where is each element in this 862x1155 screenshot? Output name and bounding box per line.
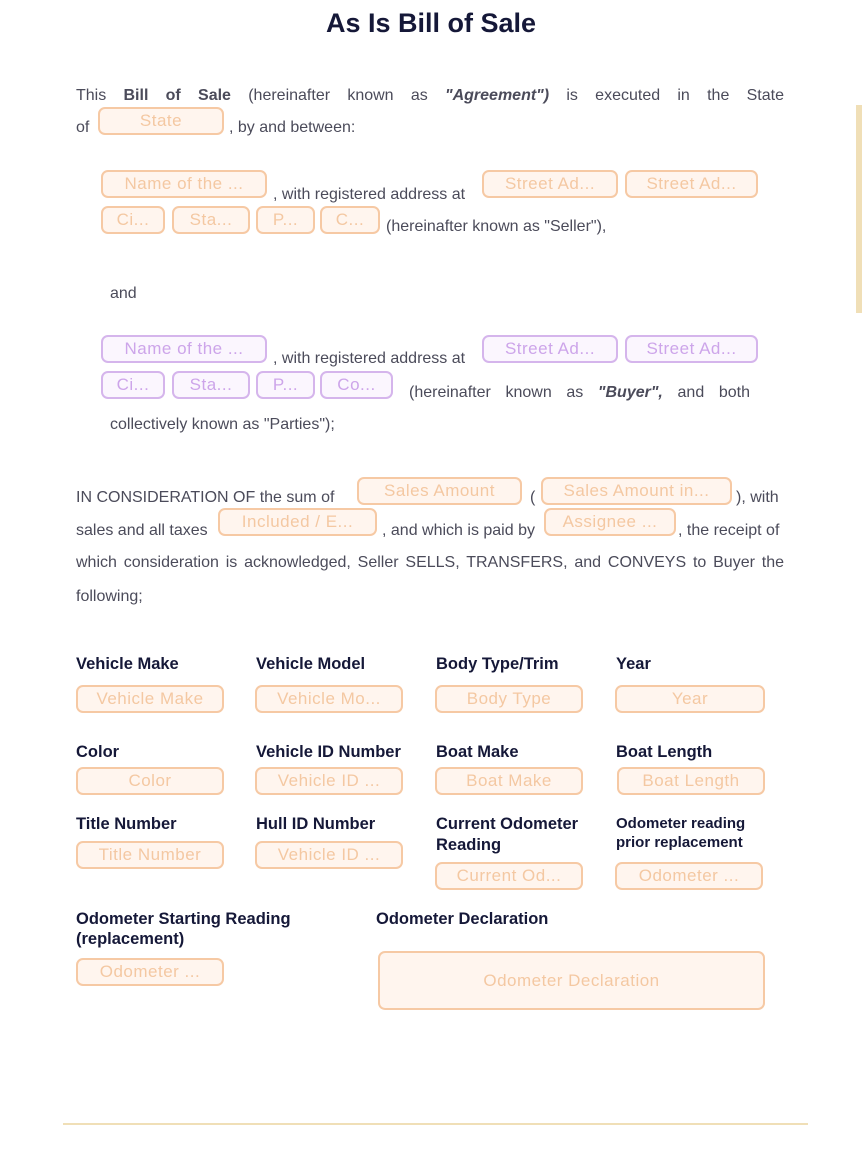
intro-of-text: of bbox=[76, 119, 90, 136]
buyer-word: (hereinafter bbox=[409, 384, 491, 401]
color-field[interactable]: Color bbox=[76, 767, 224, 795]
sidebar-accent-bar bbox=[856, 105, 862, 313]
seller-state-field[interactable]: Sta... bbox=[172, 206, 250, 234]
seller-postal-field[interactable]: P... bbox=[256, 206, 315, 234]
boat-make-label: Boat Make bbox=[436, 743, 519, 761]
vehicle-model-field[interactable]: Vehicle Mo... bbox=[255, 685, 403, 713]
assignee-field[interactable]: Assignee ... bbox=[544, 508, 676, 536]
seller-city-field[interactable]: Ci... bbox=[101, 206, 165, 234]
intro-word: as bbox=[410, 87, 428, 104]
and-text: and bbox=[110, 285, 137, 302]
buyer-country-field[interactable]: Co... bbox=[320, 371, 393, 399]
intro-by-and-between: , by and between: bbox=[229, 119, 356, 136]
title-number-field[interactable]: Title Number bbox=[76, 841, 224, 869]
boat-length-field[interactable]: Boat Length bbox=[617, 767, 765, 795]
hull-id-field[interactable]: Vehicle ID ... bbox=[255, 841, 403, 869]
buyer-word: "Buyer", bbox=[597, 384, 663, 401]
current-odometer-label-line-2: Reading bbox=[436, 836, 502, 854]
odometer-starting-label bbox=[76, 909, 291, 949]
consideration-text-1: IN CONSIDERATION OF the sum of bbox=[76, 489, 335, 506]
buyer-name-field[interactable]: Name of the ... bbox=[101, 335, 267, 363]
year-field[interactable]: Year bbox=[615, 685, 765, 713]
footer-divider bbox=[63, 1123, 808, 1125]
intro-word: State bbox=[746, 87, 784, 104]
intro-word: of bbox=[165, 87, 181, 104]
page-title: As Is Bill of Sale bbox=[325, 8, 537, 38]
current-odometer-label bbox=[436, 814, 578, 855]
body-type-label: Body Type/Trim bbox=[436, 655, 559, 673]
intro-word: executed bbox=[595, 87, 661, 104]
intro-word: This bbox=[76, 87, 107, 104]
intro-word: known bbox=[347, 87, 394, 104]
seller-country-field[interactable]: C... bbox=[320, 206, 380, 234]
vehicle-model-label: Vehicle Model bbox=[256, 655, 366, 673]
vehicle-make-field[interactable]: Vehicle Make bbox=[76, 685, 224, 713]
odometer-starting-field[interactable]: Odometer ... bbox=[76, 958, 224, 986]
taxes-included-field[interactable]: Included / E... bbox=[218, 508, 377, 536]
body-type-field[interactable]: Body Type bbox=[435, 685, 583, 713]
buyer-postal-field[interactable]: P... bbox=[256, 371, 315, 399]
buyer-word: both bbox=[718, 384, 750, 401]
odometer-prior-label-line-1: Odometer reading bbox=[616, 815, 746, 832]
odometer-declaration-label: Odometer Declaration bbox=[376, 910, 549, 928]
intro-line-1 bbox=[76, 86, 784, 106]
buyer-word: as bbox=[566, 384, 584, 401]
sales-amount-words-field[interactable]: Sales Amount in... bbox=[541, 477, 732, 505]
title-number-label: Title Number bbox=[76, 815, 177, 833]
vehicle-id-field[interactable]: Vehicle ID ... bbox=[255, 767, 403, 795]
buyer-state-field[interactable]: Sta... bbox=[172, 371, 250, 399]
consideration-text-3: which consideration is acknowledged, Seller SELLS, TRANSFERS, and CONVEYS to Buyer the bbox=[76, 554, 784, 571]
current-odometer-label-line-1: Current Odometer bbox=[436, 815, 579, 833]
seller-known-as-label: (hereinafter known as "Seller"), bbox=[386, 218, 607, 235]
seller-known-as-text bbox=[386, 217, 606, 237]
odometer-starting-label-line-2: (replacement) bbox=[76, 930, 185, 948]
paren-open-text: ( bbox=[530, 489, 536, 506]
odometer-starting-label-line-1: Odometer Starting Reading bbox=[76, 910, 291, 928]
odometer-declaration-field[interactable]: Odometer Declaration bbox=[378, 951, 765, 1010]
intro-word: Sale bbox=[198, 87, 231, 104]
consideration-text-2b: , and which is paid by bbox=[382, 522, 535, 539]
seller-street-1-field[interactable]: Street Ad... bbox=[482, 170, 618, 198]
buyer-term bbox=[598, 383, 663, 403]
consideration-text-4: following; bbox=[76, 588, 143, 605]
parties-text: collectively known as "Parties"); bbox=[110, 416, 335, 433]
year-label: Year bbox=[616, 655, 651, 673]
intro-word: in bbox=[677, 87, 690, 104]
current-odometer-field[interactable]: Current Od... bbox=[435, 862, 583, 890]
intro-word: is bbox=[566, 87, 578, 104]
buyer-word: known bbox=[505, 384, 552, 401]
vehicle-id-label: Vehicle ID Number bbox=[256, 743, 401, 761]
paren-close-text: ), with bbox=[736, 489, 779, 506]
seller-name-field[interactable]: Name of the ... bbox=[101, 170, 267, 198]
odometer-prior-label-line-2: prior replacement bbox=[616, 834, 743, 851]
buyer-known-as-line bbox=[409, 383, 750, 403]
consideration-text-2c: , the receipt of bbox=[678, 522, 780, 539]
intro-word: Bill bbox=[123, 87, 149, 104]
buyer-city-field[interactable]: Ci... bbox=[101, 371, 165, 399]
odometer-prior-label bbox=[616, 814, 745, 852]
hull-id-label: Hull ID Number bbox=[256, 815, 376, 833]
buyer-address-text: , with registered address at bbox=[273, 350, 466, 367]
intro-word: "Agreement") bbox=[445, 87, 550, 104]
boat-make-field[interactable]: Boat Make bbox=[435, 767, 583, 795]
intro-word: (hereinafter bbox=[248, 87, 331, 104]
intro-agreement-term bbox=[445, 86, 549, 106]
seller-address-text: , with registered address at bbox=[273, 186, 466, 203]
consideration-text-2a: sales and all taxes bbox=[76, 522, 208, 539]
intro-word: the bbox=[707, 87, 730, 104]
sales-amount-field[interactable]: Sales Amount bbox=[357, 477, 522, 505]
buyer-word: and bbox=[677, 384, 705, 401]
state-field[interactable]: State bbox=[98, 107, 224, 135]
odometer-prior-field[interactable]: Odometer ... bbox=[615, 862, 763, 890]
buyer-street-2-field[interactable]: Street Ad... bbox=[625, 335, 758, 363]
color-label: Color bbox=[76, 743, 120, 761]
boat-length-label: Boat Length bbox=[616, 743, 713, 761]
seller-street-2-field[interactable]: Street Ad... bbox=[625, 170, 758, 198]
vehicle-make-label: Vehicle Make bbox=[76, 655, 179, 673]
buyer-street-1-field[interactable]: Street Ad... bbox=[482, 335, 618, 363]
